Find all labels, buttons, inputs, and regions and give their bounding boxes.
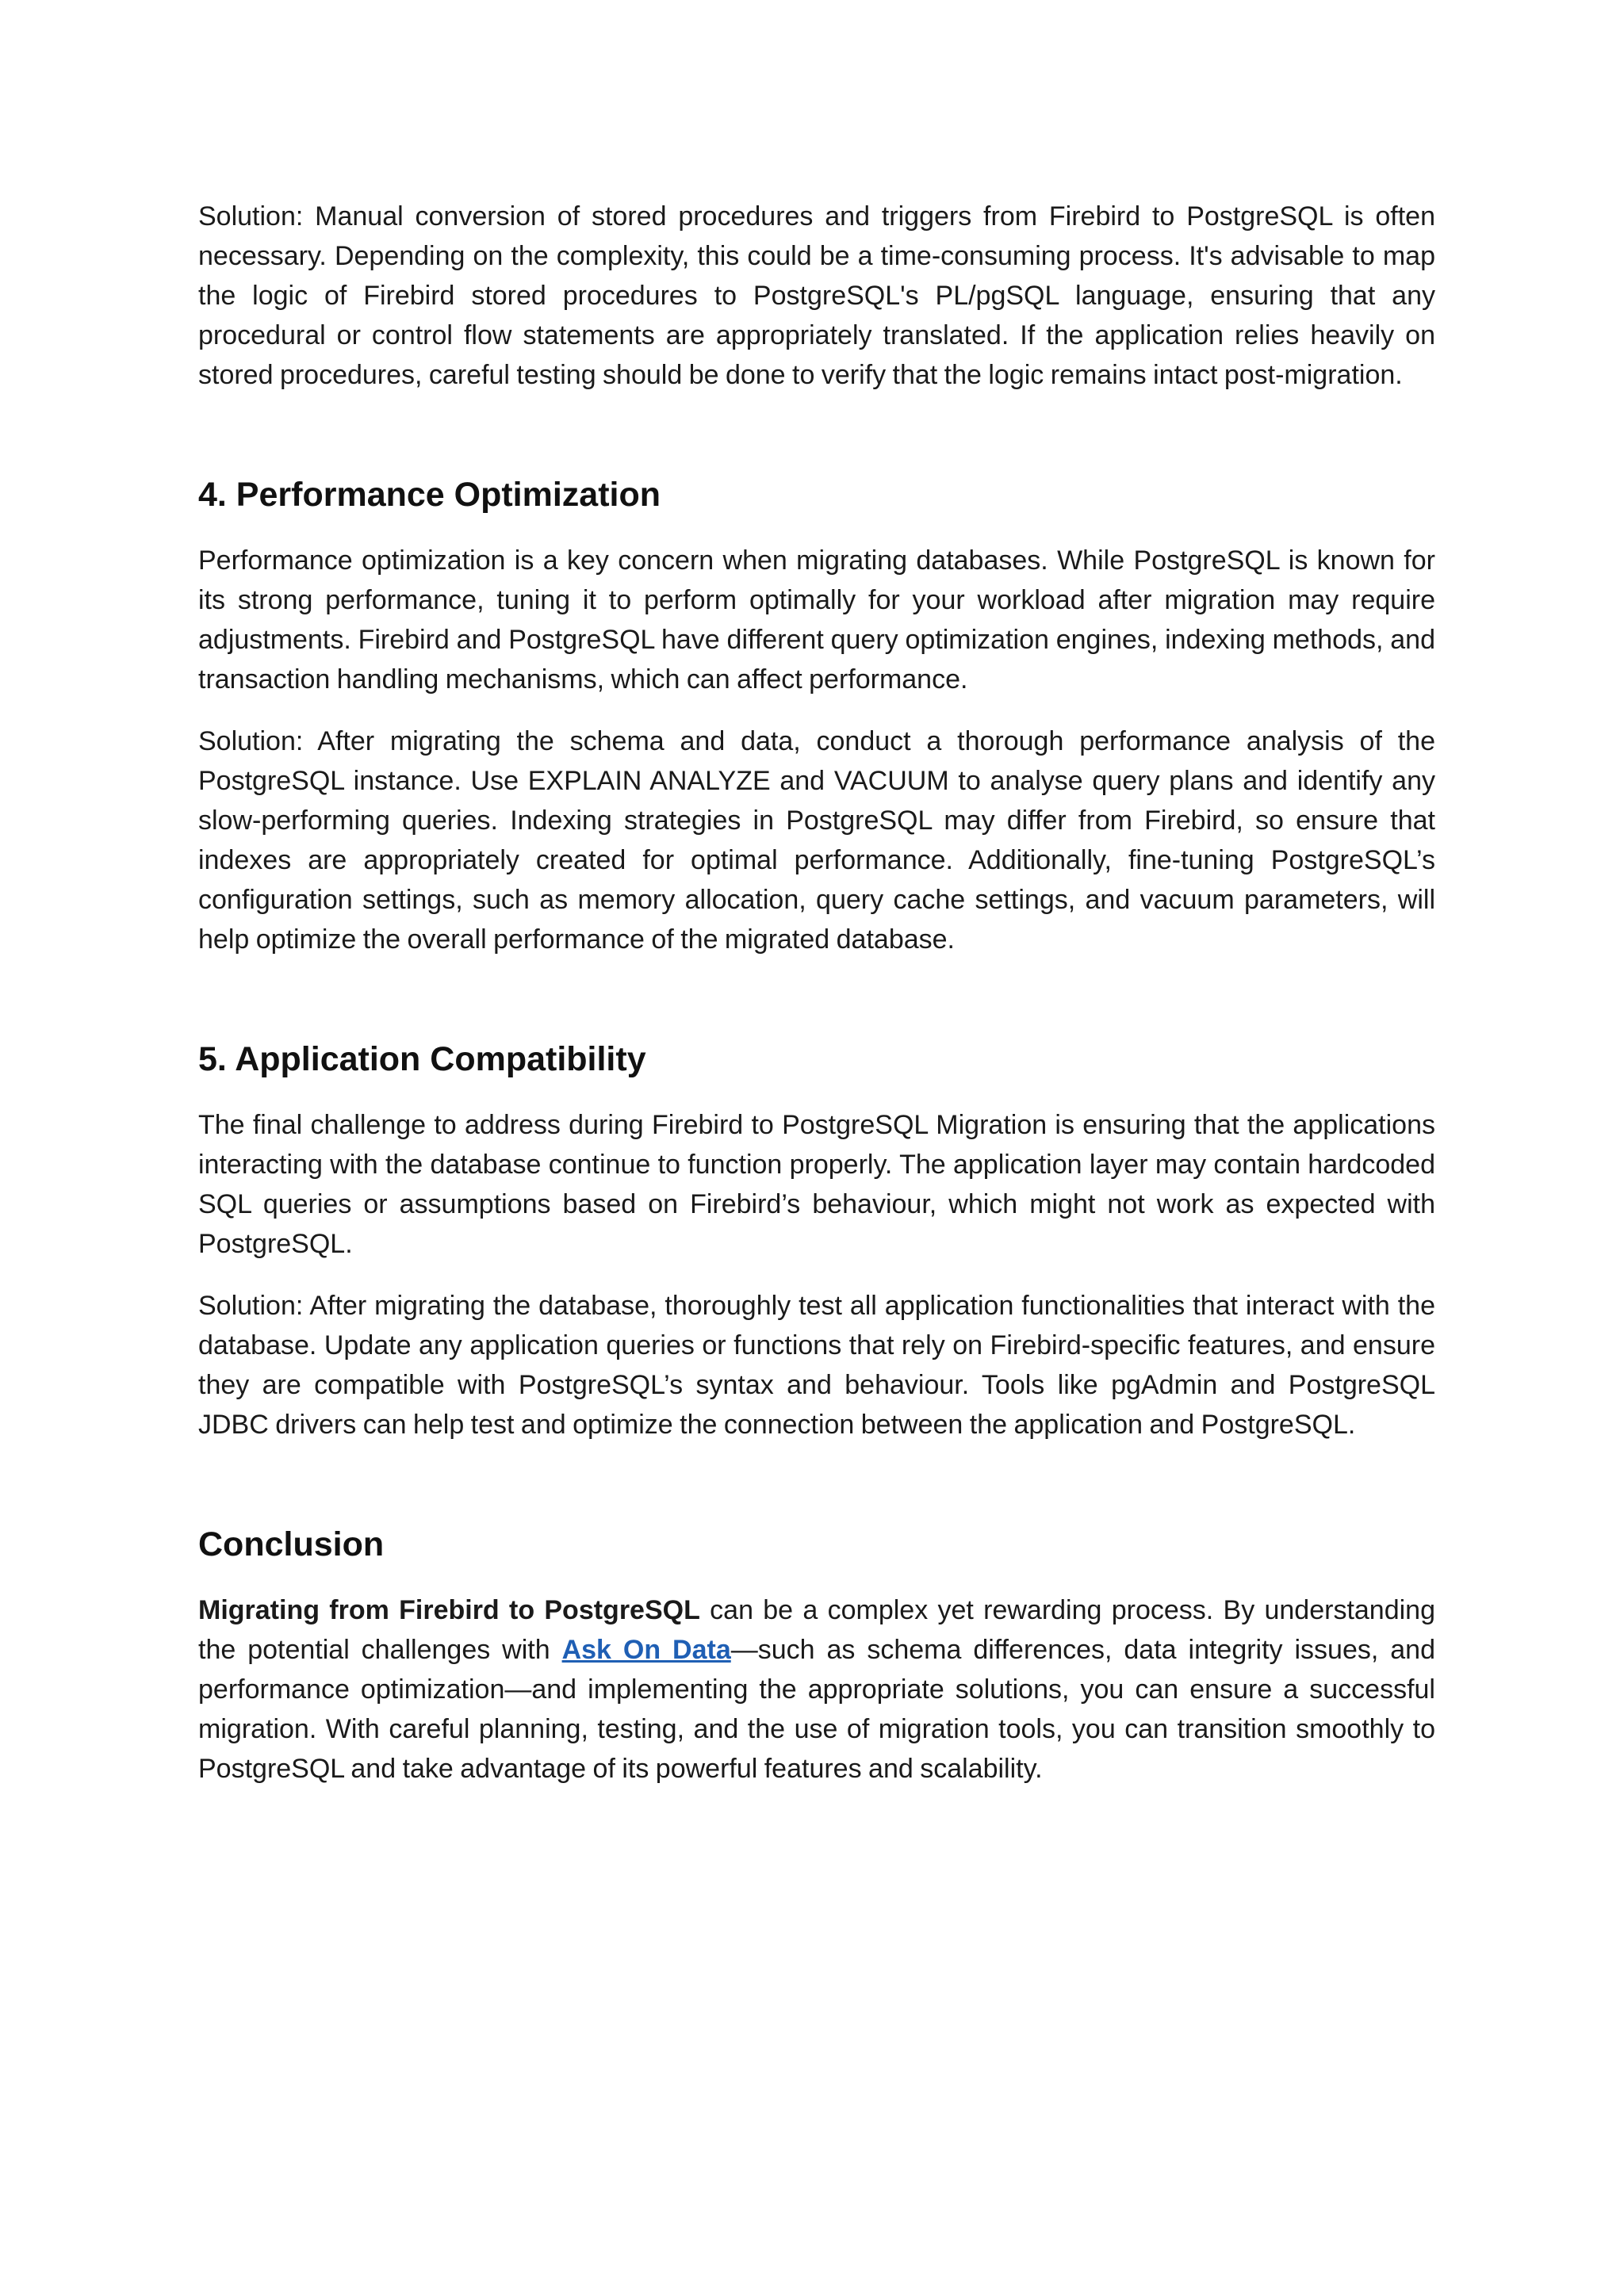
conclusion-lead-bold: Migrating from Firebird to PostgreSQL <box>198 1595 700 1625</box>
stored-procedures-solution-paragraph: Solution: Manual conversion of stored procedures and triggers from Firebird to PostgreSQL is often necessary. Depending on the complexity, this could be a time-consuming process. It's advisable to map the logic of Firebird stored procedures to PostgreSQL's PL/pgSQL language, ensuring that any procedural or control flow statements are appropriately translated. If the application relies heavily on stored procedures, careful testing should be done to verify that the logic remains intact post-migration. <box>198 201 1435 390</box>
compatibility-section <box>198 1039 1435 1445</box>
performance-body-paragraph: Performance optimization is a key concern when migrating databases. While PostgreSQL is known for its strong performance, tuning it to perform optimally for your workload after migration may require adjustments. Firebird and PostgreSQL have different query optimization engines, indexing methods, and transaction handling mechanisms, which can affect performance. <box>198 545 1435 695</box>
performance-solution-paragraph: Solution: After migrating the schema and data, conduct a thorough performance analysis of the PostgreSQL instance. Use EXPLAIN ANALYZE and VACUUM to analyse query plans and identify any slow-performing queries. Indexing strategies in PostgreSQL may differ from Firebird, so ensure that indexes are appropriately created for optimal performance. Additionally, fine-tuning PostgreSQL’s configuration settings, such as memory allocation, query cache settings, and vacuum parameters, will help optimize the overall performance of the migrated database. <box>198 726 1435 955</box>
conclusion-text-before-link: can be a complex yet rewarding process. By understanding the potential challenges with <box>198 1595 1435 1665</box>
compatibility-solution-paragraph: Solution: After migrating the database, thoroughly test all application functionalities that interact with the database. Update any application queries or functions that rely on Firebird-specific features, and ensure they are compatible with PostgreSQL’s syntax and behaviour. Tools like pgAdmin and PostgreSQL JDBC drivers can help test and optimize the connection between the application and PostgreSQL. <box>198 1291 1435 1440</box>
conclusion-section <box>198 1524 1435 1789</box>
conclusion-text-after-link: —such as schema differences, data integrity issues, and performance optimization—and implementing the appropriate solutions, you can ensure a successful migration. With careful planning, testing, and the use of migration tools, you can transition smoothly to PostgreSQL and take advantage of its powerful features and scalability. <box>198 1635 1435 1784</box>
performance-heading: 4. Performance Optimization <box>198 476 661 514</box>
performance-section <box>198 474 1435 959</box>
ask-on-data-link[interactable]: Ask On Data <box>561 1635 731 1665</box>
conclusion-paragraph <box>198 1590 1435 1789</box>
compatibility-heading: 5. Application Compatibility <box>198 1040 646 1078</box>
conclusion-heading: Conclusion <box>198 1525 385 1563</box>
compatibility-body-paragraph: The final challenge to address during Firebird to PostgreSQL Migration is ensuring that the applications interacting with the database continue to function properly. The application layer may contain hardcoded SQL queries or assumptions based on Firebird’s behaviour, which might not work as expected with PostgreSQL. <box>198 1110 1435 1259</box>
document-page <box>198 197 1435 1811</box>
